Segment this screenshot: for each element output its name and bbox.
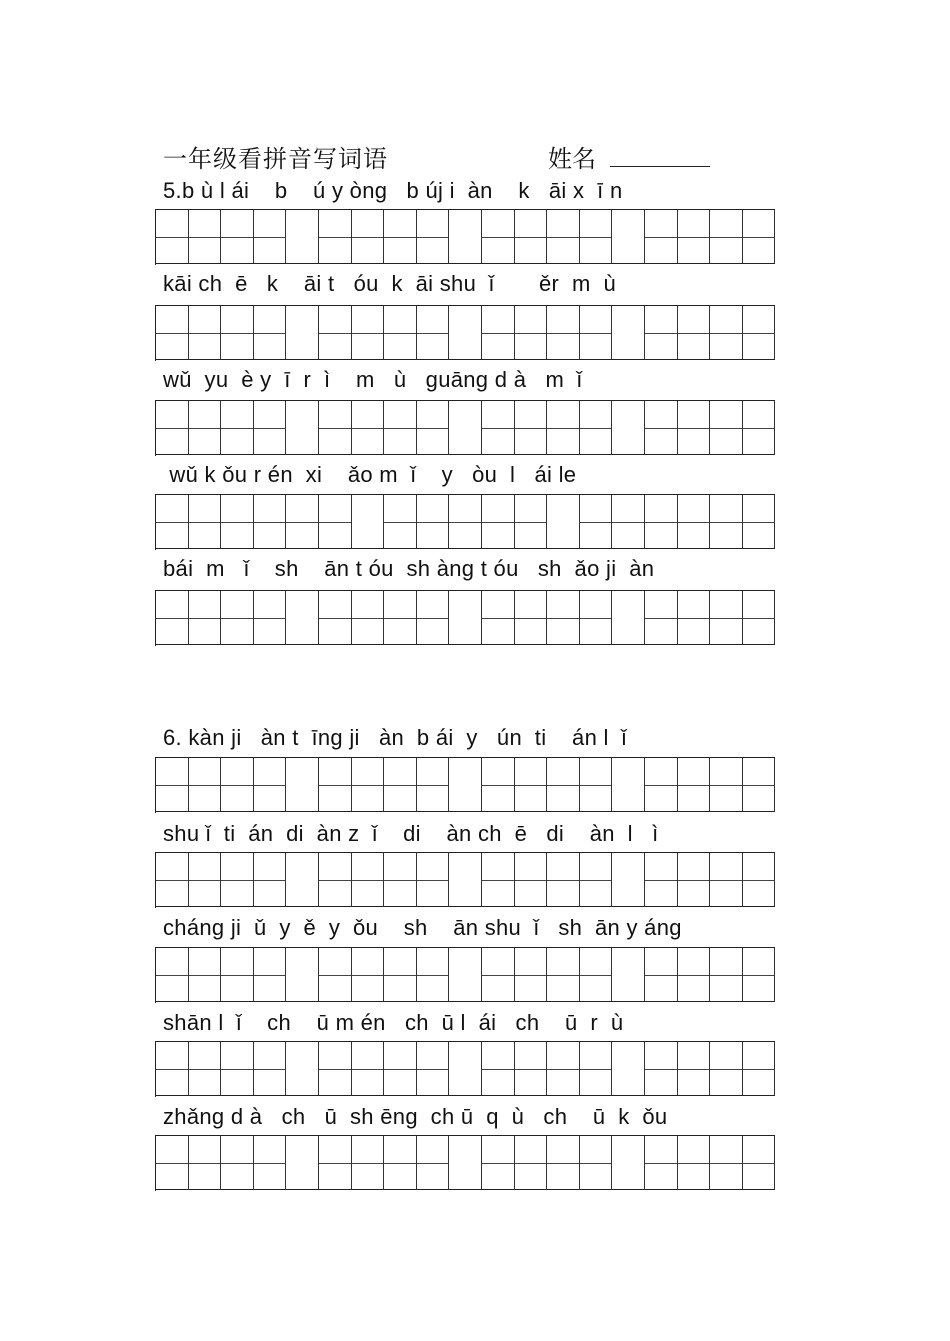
character-cell[interactable]	[645, 591, 678, 645]
character-cell[interactable]	[319, 495, 352, 549]
character-cell[interactable]	[612, 495, 645, 549]
pinyin-line: wǔ yu è y ī r ì m ù guāng d à m ǐ	[163, 367, 583, 392]
character-cell[interactable]	[710, 853, 743, 907]
word-box-group	[156, 591, 286, 646]
character-cell[interactable]	[645, 401, 678, 455]
character-cell[interactable]	[254, 1042, 287, 1096]
writing-grid	[155, 1041, 775, 1097]
word-box-group	[482, 948, 612, 1003]
character-cell[interactable]	[319, 758, 352, 812]
character-cell[interactable]	[384, 853, 417, 907]
character-cell[interactable]	[547, 1042, 580, 1096]
character-cell[interactable]	[254, 591, 287, 645]
character-cell[interactable]	[156, 495, 189, 549]
separator-cell	[286, 401, 319, 455]
word-box-group	[156, 1136, 286, 1191]
character-cell[interactable]	[352, 1042, 385, 1096]
character-cell[interactable]	[352, 306, 385, 360]
character-cell[interactable]	[254, 495, 287, 549]
separator-cell	[286, 1042, 319, 1096]
character-cell[interactable]	[645, 758, 678, 812]
character-cell[interactable]	[743, 495, 776, 549]
word-box-group	[156, 495, 352, 550]
word-box-group	[645, 853, 775, 908]
character-cell[interactable]	[319, 306, 352, 360]
character-cell[interactable]	[710, 495, 743, 549]
word-box-group	[645, 1042, 775, 1097]
word-box-group	[645, 591, 775, 646]
name-blank-line[interactable]	[610, 166, 710, 167]
character-cell[interactable]	[547, 758, 580, 812]
separator-cell	[449, 591, 482, 645]
character-cell[interactable]	[384, 495, 417, 549]
character-cell[interactable]	[482, 591, 515, 645]
character-cell[interactable]	[189, 591, 222, 645]
character-cell[interactable]	[254, 853, 287, 907]
character-cell[interactable]	[417, 591, 450, 645]
character-cell[interactable]	[417, 401, 450, 455]
word-box-group	[645, 948, 775, 1003]
character-cell[interactable]	[352, 401, 385, 455]
character-cell[interactable]	[189, 1042, 222, 1096]
worksheet-title: 一年级看拼音写词语	[163, 145, 388, 173]
separator-cell	[286, 758, 319, 812]
character-cell[interactable]	[547, 401, 580, 455]
character-cell[interactable]	[515, 853, 548, 907]
character-cell[interactable]	[221, 210, 254, 264]
character-cell[interactable]	[482, 1042, 515, 1096]
separator-cell	[449, 1042, 482, 1096]
writing-grid	[155, 400, 775, 456]
character-cell[interactable]	[482, 495, 515, 549]
character-cell[interactable]	[449, 495, 482, 549]
character-cell[interactable]	[580, 1042, 613, 1096]
character-cell[interactable]	[384, 401, 417, 455]
pinyin-line: 5.b ù l ái b ú y òng b új i àn k āi x ī n	[163, 178, 623, 203]
character-cell[interactable]	[580, 401, 613, 455]
character-cell[interactable]	[580, 1136, 613, 1190]
character-cell[interactable]	[156, 948, 189, 1002]
character-cell[interactable]	[515, 1042, 548, 1096]
character-cell[interactable]	[547, 1136, 580, 1190]
word-box-group	[482, 210, 612, 265]
separator-cell	[449, 306, 482, 360]
character-cell[interactable]	[580, 306, 613, 360]
character-cell[interactable]	[515, 1136, 548, 1190]
character-cell[interactable]	[710, 401, 743, 455]
character-cell[interactable]	[482, 758, 515, 812]
character-cell[interactable]	[221, 758, 254, 812]
character-cell[interactable]	[743, 1042, 776, 1096]
character-cell[interactable]	[743, 401, 776, 455]
character-cell[interactable]	[189, 401, 222, 455]
character-cell[interactable]	[417, 948, 450, 1002]
writing-grid	[155, 209, 775, 265]
word-box-group	[482, 306, 612, 361]
name-label: 姓名	[548, 145, 596, 173]
character-cell[interactable]	[417, 495, 450, 549]
word-box-group	[645, 306, 775, 361]
character-cell[interactable]	[189, 948, 222, 1002]
character-cell[interactable]	[580, 495, 613, 549]
character-cell[interactable]	[710, 1042, 743, 1096]
character-cell[interactable]	[645, 1042, 678, 1096]
character-cell[interactable]	[156, 758, 189, 812]
character-cell[interactable]	[678, 495, 711, 549]
character-cell[interactable]	[710, 210, 743, 264]
pinyin-line: 6. kàn ji àn t īng ji àn b ái y ún ti án l ǐ	[163, 725, 627, 750]
separator-cell	[612, 853, 645, 907]
character-cell[interactable]	[515, 495, 548, 549]
separator-cell	[286, 210, 319, 264]
character-cell[interactable]	[580, 210, 613, 264]
character-cell[interactable]	[417, 853, 450, 907]
character-cell[interactable]	[384, 210, 417, 264]
character-cell[interactable]	[352, 853, 385, 907]
character-cell[interactable]	[254, 306, 287, 360]
word-box-group	[156, 758, 286, 813]
writing-grid	[155, 305, 775, 361]
separator-cell	[612, 758, 645, 812]
character-cell[interactable]	[678, 210, 711, 264]
word-box-group	[156, 306, 286, 361]
writing-grid	[155, 590, 775, 646]
character-cell[interactable]	[417, 758, 450, 812]
separator-cell	[612, 948, 645, 1002]
character-cell[interactable]	[710, 758, 743, 812]
word-box-group	[645, 1136, 775, 1191]
character-cell[interactable]	[547, 210, 580, 264]
character-cell[interactable]	[189, 758, 222, 812]
character-cell[interactable]	[384, 1136, 417, 1190]
character-cell[interactable]	[743, 853, 776, 907]
word-box-group	[319, 1042, 449, 1097]
word-box-group	[156, 401, 286, 456]
character-cell[interactable]	[156, 306, 189, 360]
character-cell[interactable]	[156, 1136, 189, 1190]
word-box-group	[319, 401, 449, 456]
separator-cell	[286, 1136, 319, 1190]
character-cell[interactable]	[678, 758, 711, 812]
word-box-group	[482, 1042, 612, 1097]
separator-cell	[449, 758, 482, 812]
word-box-group	[482, 853, 612, 908]
character-cell[interactable]	[417, 210, 450, 264]
word-box-group	[645, 758, 775, 813]
separator-cell	[286, 591, 319, 645]
pinyin-line: shān l ǐ ch ū m én ch ū l ái ch ū r ù	[163, 1010, 624, 1035]
word-box-group	[319, 1136, 449, 1191]
character-cell[interactable]	[286, 495, 319, 549]
character-cell[interactable]	[515, 758, 548, 812]
character-cell[interactable]	[482, 401, 515, 455]
character-cell[interactable]	[547, 306, 580, 360]
character-cell[interactable]	[254, 1136, 287, 1190]
word-box-group	[156, 948, 286, 1003]
character-cell[interactable]	[384, 306, 417, 360]
word-box-group	[156, 1042, 286, 1097]
separator-cell	[612, 591, 645, 645]
word-box-group	[482, 591, 612, 646]
character-cell[interactable]	[319, 591, 352, 645]
character-cell[interactable]	[710, 306, 743, 360]
character-cell[interactable]	[221, 1136, 254, 1190]
character-cell[interactable]	[417, 1136, 450, 1190]
character-cell[interactable]	[254, 948, 287, 1002]
character-cell[interactable]	[221, 1042, 254, 1096]
pinyin-line: cháng ji ǔ y ě y ǒu sh ān shu ǐ sh ān y áng	[163, 915, 682, 940]
character-cell[interactable]	[254, 401, 287, 455]
character-cell[interactable]	[515, 948, 548, 1002]
character-cell[interactable]	[482, 306, 515, 360]
character-cell[interactable]	[710, 948, 743, 1002]
character-cell[interactable]	[580, 948, 613, 1002]
character-cell[interactable]	[547, 591, 580, 645]
character-cell[interactable]	[417, 306, 450, 360]
writing-grid	[155, 1135, 775, 1191]
character-cell[interactable]	[645, 1136, 678, 1190]
character-cell[interactable]	[743, 210, 776, 264]
separator-cell	[449, 401, 482, 455]
character-cell[interactable]	[743, 306, 776, 360]
character-cell[interactable]	[384, 758, 417, 812]
separator-cell	[286, 853, 319, 907]
character-cell[interactable]	[678, 306, 711, 360]
character-cell[interactable]	[352, 1136, 385, 1190]
character-cell[interactable]	[710, 1136, 743, 1190]
character-cell[interactable]	[547, 853, 580, 907]
character-cell[interactable]	[580, 591, 613, 645]
writing-grid	[155, 947, 775, 1003]
character-cell[interactable]	[221, 853, 254, 907]
character-cell[interactable]	[678, 1042, 711, 1096]
separator-cell	[352, 495, 385, 549]
word-box-group	[319, 853, 449, 908]
character-cell[interactable]	[319, 1136, 352, 1190]
character-cell[interactable]	[156, 401, 189, 455]
character-cell[interactable]	[515, 591, 548, 645]
character-cell[interactable]	[221, 948, 254, 1002]
separator-cell	[449, 853, 482, 907]
character-cell[interactable]	[482, 210, 515, 264]
character-cell[interactable]	[384, 1042, 417, 1096]
character-cell[interactable]	[743, 1136, 776, 1190]
character-cell[interactable]	[156, 1042, 189, 1096]
character-cell[interactable]	[515, 306, 548, 360]
character-cell[interactable]	[189, 1136, 222, 1190]
character-cell[interactable]	[645, 306, 678, 360]
character-cell[interactable]	[743, 591, 776, 645]
character-cell[interactable]	[352, 948, 385, 1002]
separator-cell	[612, 210, 645, 264]
character-cell[interactable]	[547, 948, 580, 1002]
pinyin-line: bái m ǐ sh ān t óu sh àng t óu sh ǎo ji àn	[163, 556, 655, 581]
pinyin-line: zhǎng d à ch ū sh ēng ch ū q ù ch ū k ǒu	[163, 1104, 668, 1129]
word-box-group	[319, 210, 449, 265]
separator-cell	[449, 210, 482, 264]
character-cell[interactable]	[319, 853, 352, 907]
character-cell[interactable]	[352, 210, 385, 264]
character-cell[interactable]	[482, 853, 515, 907]
character-cell[interactable]	[743, 948, 776, 1002]
character-cell[interactable]	[645, 495, 678, 549]
character-cell[interactable]	[189, 306, 222, 360]
word-box-group	[319, 306, 449, 361]
character-cell[interactable]	[580, 758, 613, 812]
pinyin-line: kāi ch ē k āi t óu k āi shu ǐ ěr m ù	[163, 271, 616, 296]
word-box-group	[319, 948, 449, 1003]
character-cell[interactable]	[678, 1136, 711, 1190]
character-cell[interactable]	[221, 306, 254, 360]
character-cell[interactable]	[352, 758, 385, 812]
word-box-group	[482, 758, 612, 813]
character-cell[interactable]	[710, 591, 743, 645]
separator-cell	[612, 1136, 645, 1190]
pinyin-line: wǔ k ǒu r én xi ǎo m ǐ y òu l ái le	[163, 462, 577, 487]
character-cell[interactable]	[645, 948, 678, 1002]
character-cell[interactable]	[645, 853, 678, 907]
word-box-group	[384, 495, 547, 550]
pinyin-line: shu ǐ ti án di àn z ǐ di àn ch ē di àn l ì	[163, 821, 659, 846]
character-cell[interactable]	[678, 853, 711, 907]
writing-grid	[155, 757, 775, 813]
character-cell[interactable]	[156, 591, 189, 645]
character-cell[interactable]	[319, 401, 352, 455]
word-box-group	[156, 210, 286, 265]
separator-cell	[612, 1042, 645, 1096]
word-box-group	[482, 1136, 612, 1191]
character-cell[interactable]	[156, 210, 189, 264]
character-cell[interactable]	[254, 758, 287, 812]
character-cell[interactable]	[221, 495, 254, 549]
word-box-group	[580, 495, 776, 550]
word-box-group	[482, 401, 612, 456]
separator-cell	[547, 495, 580, 549]
character-cell[interactable]	[743, 758, 776, 812]
character-cell[interactable]	[189, 210, 222, 264]
writing-grid	[155, 852, 775, 908]
character-cell[interactable]	[189, 495, 222, 549]
separator-cell	[449, 948, 482, 1002]
character-cell[interactable]	[645, 210, 678, 264]
word-box-group	[645, 210, 775, 265]
character-cell[interactable]	[482, 1136, 515, 1190]
separator-cell	[612, 306, 645, 360]
character-cell[interactable]	[254, 210, 287, 264]
character-cell[interactable]	[482, 948, 515, 1002]
character-cell[interactable]	[319, 210, 352, 264]
separator-cell	[449, 1136, 482, 1190]
character-cell[interactable]	[319, 1042, 352, 1096]
character-cell[interactable]	[515, 210, 548, 264]
character-cell[interactable]	[678, 948, 711, 1002]
writing-grid	[155, 494, 775, 550]
separator-cell	[286, 948, 319, 1002]
character-cell[interactable]	[384, 591, 417, 645]
character-cell[interactable]	[580, 853, 613, 907]
character-cell[interactable]	[319, 948, 352, 1002]
word-box-group	[319, 591, 449, 646]
separator-cell	[286, 306, 319, 360]
word-box-group	[156, 853, 286, 908]
separator-cell	[612, 401, 645, 455]
character-cell[interactable]	[384, 948, 417, 1002]
character-cell[interactable]	[221, 591, 254, 645]
word-box-group	[645, 401, 775, 456]
character-cell[interactable]	[678, 591, 711, 645]
character-cell[interactable]	[221, 401, 254, 455]
character-cell[interactable]	[515, 401, 548, 455]
character-cell[interactable]	[156, 853, 189, 907]
character-cell[interactable]	[417, 1042, 450, 1096]
character-cell[interactable]	[189, 853, 222, 907]
character-cell[interactable]	[352, 591, 385, 645]
word-box-group	[319, 758, 449, 813]
character-cell[interactable]	[678, 401, 711, 455]
